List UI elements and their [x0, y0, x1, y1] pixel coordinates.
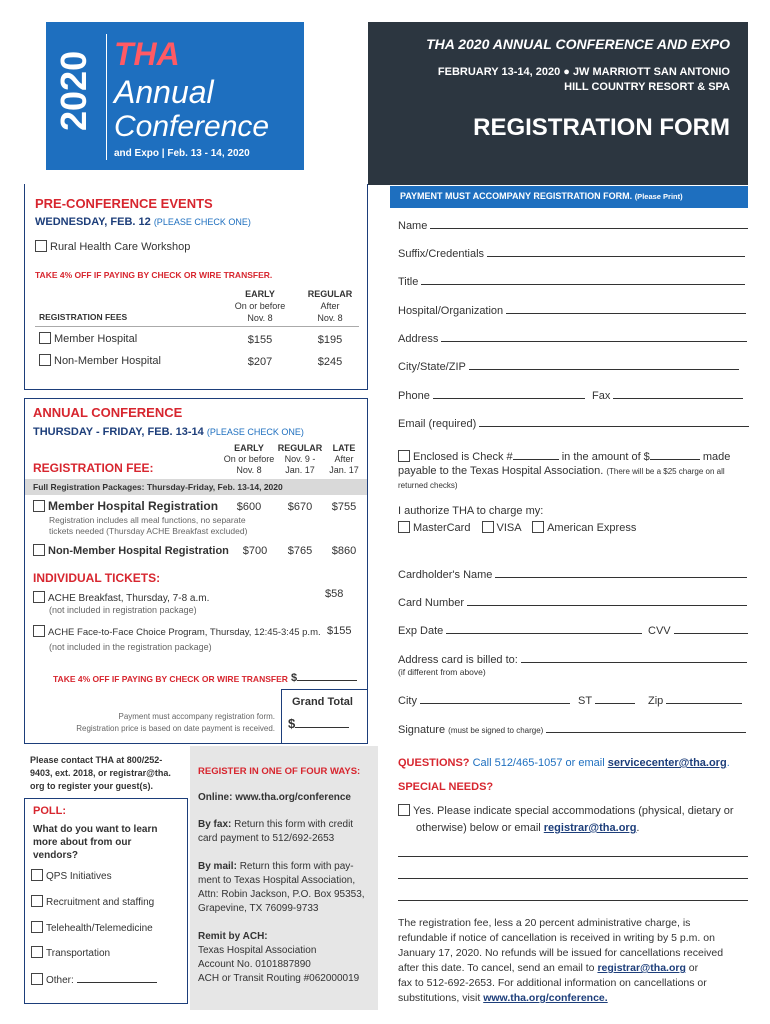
workshop-option[interactable]: Rural Health Care Workshop — [35, 240, 190, 253]
poll-other-checkbox[interactable] — [31, 973, 43, 985]
billing-zip-field[interactable]: Zip — [648, 693, 742, 707]
fax-field[interactable]: Fax — [592, 388, 743, 402]
preconf-nonmember-checkbox[interactable] — [39, 354, 51, 366]
billing-city-field[interactable]: City — [398, 693, 570, 707]
preconf-member-checkbox[interactable] — [39, 332, 51, 344]
logo-annual: Annual — [114, 74, 214, 110]
preconf-fees-label: REGISTRATION FEES — [39, 312, 128, 322]
poll-option-other[interactable]: Other: — [31, 972, 157, 986]
ticket1-price: $58 — [325, 588, 344, 600]
header-banner — [368, 22, 748, 185]
discount-amount-field[interactable]: $ — [291, 670, 357, 684]
logo-block — [46, 22, 304, 170]
nonmember-registration-option[interactable]: Non-Member Hospital Registration — [33, 544, 229, 557]
preconf-early-col: EARLY On or before Nov. 8 — [234, 289, 286, 323]
poll-heading: POLL: — [33, 805, 66, 817]
poll-telehealth-checkbox[interactable] — [31, 921, 43, 933]
questions-line: QUESTIONS? Call 512/465-1057 or email servicecenter@tha.org. — [398, 757, 730, 769]
card-number-field[interactable]: Card Number — [398, 595, 747, 609]
nonmember-late-price: $860 — [331, 545, 357, 557]
event-venue: HILL COUNTRY RESORT & SPA — [564, 81, 730, 93]
ticket2-note: (not included in the registration package) — [49, 642, 212, 652]
refund-policy: The registration fee, less a 20 percent administrative charge, is refundable if notice of cancellation is received in writing by 5 p.m. on January 17, 2020. No refunds will be issued for cancellations received after this date. To cancel, send an email to registrar@tha.org or fax to 512-692-2653. For additional information on cancellations or substitutions, visit www.tha.org/conference. — [398, 917, 724, 1004]
logo-sub: and Expo | Feb. 13 - 14, 2020 — [114, 148, 250, 159]
poll-option-transportation[interactable]: Transportation — [31, 946, 110, 959]
card-type-options — [398, 521, 636, 534]
annual-section — [24, 398, 368, 744]
preconf-nonmember-regular: $245 — [317, 356, 343, 368]
grand-total-field[interactable]: $ — [288, 716, 349, 731]
preconf-member-option[interactable]: Member Hospital — [39, 332, 137, 345]
ways-mail: By mail: Return this form with pay- ment to Texas Hospital Association, Attn: Robin Jackson, P.O. Box 95353, Grapevine, TX 76099-9733 — [198, 861, 365, 914]
preconf-nonmember-option[interactable]: Non-Member Hospital — [39, 354, 161, 367]
member-regular-price: $670 — [287, 501, 313, 513]
annual-regular-col: REGULAR Nov. 9 - Jan. 17 — [277, 443, 323, 475]
amex-option[interactable]: American Express — [532, 522, 636, 534]
ways-heading: REGISTER IN ONE OF FOUR WAYS: — [198, 766, 361, 777]
annual-fee-label: REGISTRATION FEE: — [33, 461, 154, 475]
special-needs-line-2[interactable] — [398, 878, 748, 879]
payment-note: Payment must accompany registration form. Registration price is based on date payment is received. — [76, 712, 275, 733]
nonmember-regular-price: $765 — [287, 545, 313, 557]
suffix-field[interactable]: Suffix/Credentials — [398, 246, 745, 260]
annual-discount: TAKE 4% OFF IF PAYING BY CHECK OR WIRE TRANSFER — [53, 674, 288, 684]
amex-checkbox[interactable] — [532, 521, 544, 533]
ticket2-option[interactable]: ACHE Face-to-Face Choice Program, Thursday, 12:45-3:45 p.m. — [33, 625, 321, 638]
logo-tha: THA — [114, 36, 180, 72]
event-date: FEBRUARY 13-14, 2020 ● JW MARRIOTT SAN ANTONIO — [437, 66, 730, 78]
special-needs-heading: SPECIAL NEEDS? — [398, 781, 494, 793]
tickets-heading: INDIVIDUAL TICKETS: — [33, 571, 161, 585]
title-field[interactable]: Title — [398, 274, 745, 288]
preconf-discount: TAKE 4% OFF IF PAYING BY CHECK OR WIRE TRANSFER. — [35, 270, 273, 280]
preconf-regular-col: REGULAR After Nov. 8 — [307, 289, 353, 323]
annual-early-col: EARLY On or before Nov. 8 — [223, 443, 275, 475]
ticket1-option[interactable]: ACHE Breakfast, Thursday, 7-8 a.m. — [33, 591, 209, 604]
poll-question: What do you want to learn more about from our vendors? — [33, 824, 158, 861]
ticket2-price: $155 — [327, 625, 352, 637]
check-payable: payable to the Texas Hospital Association. (There will be a $25 charge on all — [398, 465, 725, 477]
ticket1-note: (not included in registration package) — [49, 605, 197, 615]
check-checkbox[interactable] — [398, 450, 410, 462]
workshop-checkbox[interactable] — [35, 240, 47, 252]
member-early-price: $600 — [236, 501, 262, 513]
billing-address-note: (if different from above) — [398, 667, 486, 677]
logo-divider — [106, 34, 107, 160]
nonmember-early-price: $700 — [242, 545, 268, 557]
conference-url-link[interactable]: www.tha.org/conference. — [483, 992, 608, 1004]
event-title: THA 2020 ANNUAL CONFERENCE AND EXPO — [426, 36, 730, 52]
packages-bar: Full Registration Packages: Thursday-Friday, Feb. 13-14, 2020 — [25, 479, 367, 495]
email-field[interactable]: Email (required) — [398, 416, 749, 430]
special-needs-line-3[interactable] — [398, 900, 748, 901]
logo-conference: Conference — [114, 110, 270, 143]
name-field[interactable]: Name — [398, 218, 748, 232]
poll-option-qps[interactable]: QPS Initiatives — [31, 869, 112, 882]
ticket2-checkbox[interactable] — [33, 625, 45, 637]
billing-address-field[interactable]: Address card is billed to: — [398, 652, 747, 666]
exp-date-field[interactable]: Exp Date — [398, 623, 642, 637]
annual-days: THURSDAY - FRIDAY, FEB. 13-14 (PLEASE CHECK ONE) — [33, 426, 304, 438]
preconf-section — [24, 184, 368, 390]
poll-option-recruitment[interactable]: Recruitment and staffing — [31, 895, 154, 908]
preconf-heading: PRE-CONFERENCE EVENTS — [35, 196, 213, 211]
nonmember-registration-checkbox[interactable] — [33, 544, 45, 556]
member-late-price: $755 — [331, 501, 357, 513]
check-returned-note: returned checks) — [398, 481, 458, 490]
annual-heading: ANNUAL CONFERENCE — [33, 405, 183, 420]
ways-ach: Remit by ACH: Texas Hospital Association Account No. 0101887890 ACH or Transit Routing #062000019 — [198, 931, 360, 984]
phone-field[interactable]: Phone — [398, 388, 585, 402]
visa-checkbox[interactable] — [482, 521, 494, 533]
ways-fax: By fax: Return this form with credit card payment to 512/692-2653 — [198, 819, 354, 844]
billing-state-field[interactable]: ST — [578, 693, 635, 707]
special-needs-option[interactable]: Yes. Please indicate special accommodations (physical, dietary or — [398, 804, 734, 817]
special-needs-line-1[interactable] — [398, 856, 748, 857]
service-email-link[interactable]: servicecenter@tha.org — [607, 757, 727, 769]
cvv-field[interactable]: CVV — [648, 623, 748, 637]
mastercard-checkbox[interactable] — [398, 521, 410, 533]
registrar-email-link[interactable]: registrar@tha.org — [543, 822, 637, 834]
poll-recruitment-checkbox[interactable] — [31, 895, 43, 907]
mastercard-option[interactable]: MasterCard — [398, 522, 470, 534]
member-registration-option[interactable]: Member Hospital Registration — [33, 499, 218, 513]
contact-text: Please contact THA at 800/252- 9403, ext. 2018, or registrar@tha. org to register your guest(s). — [30, 755, 171, 791]
preconf-divider — [35, 326, 359, 327]
preconf-member-regular: $195 — [317, 334, 343, 346]
year-vertical: 2020 — [53, 50, 94, 131]
ways-column — [190, 746, 378, 1010]
member-note: Registration includes all meal functions, no separate tickets needed (Thursday ACHE Breakfast excluded) — [49, 515, 248, 536]
ticket1-checkbox[interactable] — [33, 591, 45, 603]
form-title: REGISTRATION FORM — [473, 114, 730, 141]
preconf-day: WEDNESDAY, FEB. 12 (PLEASE CHECK ONE) — [35, 216, 251, 228]
refund-email-link[interactable]: registrar@tha.org — [597, 962, 686, 974]
special-needs-line2: otherwise) below or email registrar@tha.org. — [416, 822, 640, 834]
member-registration-checkbox[interactable] — [33, 500, 45, 512]
special-needs-checkbox[interactable] — [398, 804, 410, 816]
payment-bar: PAYMENT MUST ACCOMPANY REGISTRATION FORM. (Please Print) — [390, 186, 748, 208]
hospital-field[interactable]: Hospital/Organization — [398, 303, 746, 317]
check-payment-option[interactable]: Enclosed is Check # in the amount of $ made — [398, 449, 730, 463]
grand-total-label: Grand Total — [292, 696, 353, 708]
grand-total-box — [281, 689, 367, 743]
authorize-text: I authorize THA to charge my: — [398, 505, 544, 517]
visa-option[interactable]: VISA — [482, 522, 521, 534]
cardholder-field[interactable]: Cardholder's Name — [398, 567, 747, 581]
address-field[interactable]: Address — [398, 331, 747, 345]
poll-option-telehealth[interactable]: Telehealth/Telemedicine — [31, 921, 153, 934]
ways-online: Online: www.tha.org/conference — [198, 792, 351, 803]
signature-field[interactable]: Signature (must be signed to charge) — [398, 722, 746, 736]
preconf-member-early: $155 — [247, 334, 273, 346]
poll-transportation-checkbox[interactable] — [31, 946, 43, 958]
poll-qps-checkbox[interactable] — [31, 869, 43, 881]
city-state-zip-field[interactable]: City/State/ZIP — [398, 359, 739, 373]
annual-late-col: LATE After Jan. 17 — [329, 443, 359, 475]
poll-box — [24, 798, 188, 1004]
preconf-nonmember-early: $207 — [247, 356, 273, 368]
